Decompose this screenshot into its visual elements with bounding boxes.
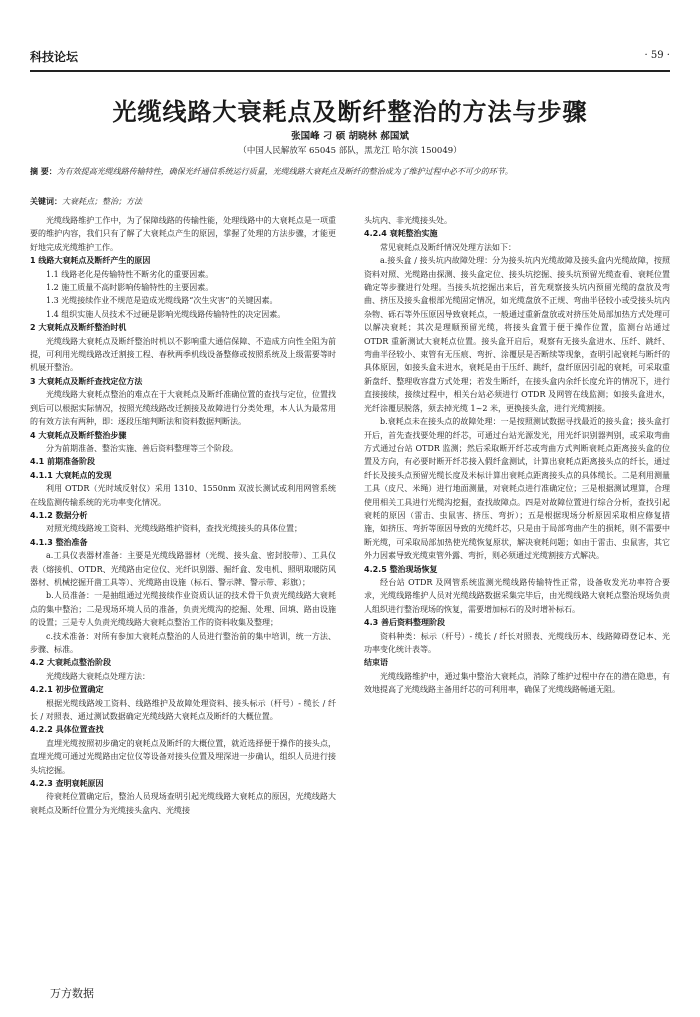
paragraph: 经台站 OTDR 及网管系统监测光缆线路传输特性正常，设备收发光功率符合要求，光缆线路维护人员对光缆线路数据采集完毕后，由光缆线路大衰耗点整治现场负责人组织进行整治现场的恢复，需要增加标石的及时增补标石。 [364, 577, 670, 614]
paragraph: 光缆线路大衰耗点处理方法： [46, 671, 150, 681]
paragraph: 待衰耗位置确定后，整治人员现场查明引起光缆线路大衰耗点的原因，光缆线路大衰耗点及断纤位置分为光缆接头盒内、光缆接 [30, 792, 336, 815]
keywords [30, 196, 670, 207]
paragraph: b.人员准备：一是抽组通过光缆接续作业资质认证的技术骨干负责光缆线路大衰耗点的集中整治；二是现场环境人员的准备，负责光缆沟的挖掘、处理、回填、路由设施的设置；三是专人负责光缆线路大衰耗点整治工作的资料收集及整理； [30, 591, 336, 628]
section-heading: 3 大衰耗点及断纤查找定位方法 [30, 376, 143, 386]
subsection-heading: 结束语 [364, 658, 388, 668]
article-title: 光缆线路大衰耗点及断纤整治的方法与步骤 [112, 97, 588, 126]
subsection-heading: 4.3 善后资料整理阶段 [364, 618, 445, 628]
section-heading: 1 线路大衰耗点及断纤产生的原因 [30, 256, 151, 266]
paragraph: 利用 OTDR（光时域反射仪）采用 1310、1550nm 双波长测试或利用网管系统在线监测传输系统的光功率变化情况。 [30, 484, 336, 507]
paragraph: 光缆线路维护中，通过集中整治大衰耗点，消除了维护过程中存在的潜在隐患，有效地提高了光缆线路主备用纤芯的可利用率，确保了光缆线路畅通无阻。 [364, 671, 670, 695]
subsection-heading: 4.1.1 大衰耗点的发现 [30, 470, 112, 480]
subsection-heading: 4.1.3 整治准备 [30, 537, 88, 547]
right-column [364, 214, 670, 697]
paragraph: 对照光缆线路竣工资料、光缆线路维护资料，查找光缆接头的具体位置； [46, 524, 302, 534]
subsection-heading: 4.2 大衰耗点整治阶段 [30, 658, 111, 668]
subsection-heading: 4.2.1 初步位置确定 [30, 685, 104, 695]
paragraph: 常见衰耗点及断纤情况处理方法如下： [380, 242, 516, 252]
paragraph: a.接头盒 / 接头坑内故障处理：分为接头坑内光缆故障及接头盒内光缆故障，按照资料对照、光缆路由探测、接头盒定位、接头坑挖掘、接头坑预留光缆查看、衰耗位置确定等步骤进行处理。当接头坑挖掘出来后，首先观察接头坑内预留光缆的盘放及弯曲、挤压及接头盒根部光缆固定情况，如光缆盘放不正规、弯曲半径较小或受接头坑内杂物、砾石等外压原因导致衰耗点，一般通过重新盘放或对挤压处局部加热方式处理可以解决衰耗；其次是理顺预留光缆，将接头盒置于便于操作位置，监测台站通过 OTDR 重新测试大衰耗点位置。接头盒开启后，观察有无接头盒进水、压纤、跳纤、弯曲半径较小、束管有无压痕、弯折、涂覆层是否断续等现象，查明引起衰耗与断纤的具体原因，如接头盒未进水，衰耗是由于压纤、跳纤，盘纤原因引起的衰耗，可采取重新盘纤、整理收容盘方式处理；若发生断纤，在接头盒内余纤长度允许的情况下，进行直接接续，接续过程中，相关台站必须进行 OTDR 及网管在线监测；如接头盒进水，光纤涂覆层脱落，须去掉光缆 1~2 米，更换接头盒，进行光缆割接。 [364, 256, 670, 413]
page-header [30, 46, 670, 68]
page-number: · 59 · [644, 50, 670, 61]
subsection-heading: 4.2.5 整治现场恢复 [364, 564, 438, 574]
paragraph: 1.1 线路老化是传输特性不断劣化的重要因素。 [46, 269, 214, 279]
paragraph: 光缆线路大衰耗点整治的难点在于大衰耗点及断纤准确位置的查找与定位，位置找到后可以根据实际情况，按照光缆线路改迁割接及故障进行分类处理，本人认为最常用的有效方法有两种，即：逐段压缩判断法和资料数据判断法。 [30, 390, 336, 427]
paragraph: b.衰耗点未在接头点的故障处理：一是按照测试数据寻找最近的接头盒；接头盒打开后，首先查找要处理的纤芯，可通过台站光源发光，用光纤识别器判别，或采取弯曲方式通过台站 OTDR 监测；然后采取断开纤芯或弯曲方式判断衰耗点距离接头盒的位置及方向，有必要时断开纤芯接入假纤盒测试，计算出衰耗点距离接头点的纤长，通过纤长及接头点预留光缆长度及米标计算出衰耗点距离接头点的具体缆长。二是利用测量工具（皮尺、米绳）进行地面测量，对衰耗点进行准确定位；三是根据测试理算，合理使用相关工具进行光缆沟挖掘，查找故障点。四是对故障位置进行综合分析，查找引起衰耗的原因（雷击、虫鼠害、挤压、弯折）；五是根据现场分析原因采取相应修复措施，如挤压、弯折等原因导致的光缆纤芯，只是由于局部弯曲产生的损耗，则不需要中断光缆，可采取局部加热使光缆恢复原状，解决衰耗问题；如由于雷击、虫鼠害，其它外力因素导致光缆束管外露、弯折，则必须通过光缆割接方式解决。 [364, 417, 670, 561]
abstract-label: 摘 要： [30, 166, 57, 176]
subsection-heading: 4.2.3 查明衰耗原因 [30, 779, 104, 789]
section-label: 科技论坛 [30, 50, 79, 64]
paragraph: 头坑内、非光缆接头处。 [364, 216, 452, 225]
keywords-text: 大衰耗点；整治；方法 [62, 197, 142, 206]
section-heading: 4 大衰耗点及断纤整治步骤 [30, 430, 127, 440]
left-column [30, 214, 336, 817]
paragraph: 光缆线路维护工作中，为了保障线路的传输性能，处理线路中的大衰耗点是一项重要的维护内容，我们只有了解了大衰耗点产生的原因，掌握了处理的方法步骤，才能更好地完成光缆维护工作。 [30, 216, 336, 252]
author-list: 张国峰 刁 硕 胡晓林 郝国斌 [291, 131, 409, 142]
paragraph: c.技术准备：对所有参加大衰耗点整治的人员进行整治前的集中培训，统一方法、步骤、标准。 [30, 631, 336, 654]
paragraph: 根据光缆线路竣工资料、线路维护及故障处理资料、接头标示（杆号）- 缆长 / 纤长 / 对照表、通过测试数据确定光缆线路大衰耗点及断纤的大概位置。 [30, 698, 336, 722]
header-rule [30, 70, 670, 72]
subsection-heading: 4.1.2 数据分析 [30, 510, 88, 520]
paragraph: 1.2 施工质量不高时影响传输特性的主要因素。 [46, 283, 214, 293]
keywords-label: 关键词： [30, 196, 62, 206]
abstract [30, 164, 670, 179]
affiliation: （中国人民解放军 65045 部队，黑龙江 哈尔滨 150049） [238, 146, 462, 156]
paragraph: 资料种类：标示（杆号）- 缆长 / 纤长对照表、光缆线历本、线路障碍登记本、光功率变化统计表等。 [364, 631, 670, 654]
subsection-heading: 4.2.2 具体位置查找 [30, 725, 104, 735]
paragraph: a.工具仪表器材准备：主要是光缆线路器材（光缆、接头盒、密封胶带）、工具仪表（熔接机、OTDR、光缆路由定位仪、光纤识别器、掘纤盒、发电机、照明取暖防风器材、机械挖掘开凿工具等）、光缆路由设施（标石、警示牌、警示带、彩旗）； [30, 551, 336, 587]
paragraph: 直埋光缆按照初步确定的衰耗点及断纤的大概位置，就近选择便于操作的接头点，直埋光缆可通过光缆路由定位仪等设备对接头位置及埋深进一步确认，组织人员进行接头坑挖掘。 [30, 738, 336, 775]
subsection-heading: 4.1 前期准备阶段 [30, 457, 95, 467]
paragraph: 1.4 组织实施人员技术不过硬是影响光缆线路传输特性的决定因素。 [46, 309, 286, 319]
paragraph: 1.3 光缆接续作业不规范是造成光缆线路“次生灾害”的关键因素。 [46, 296, 278, 306]
abstract-text: 为有效提高光缆线路传输特性，确保光纤通信系统运行质量，光缆线路大衰耗点及断纤的整治成为了维护过程中必不可少的环节。 [56, 167, 513, 176]
paragraph: 分为前期准备、整治实施、善后资料整理等三个阶段。 [46, 443, 238, 453]
section-heading: 2 大衰耗点及断纤整治时机 [30, 323, 127, 333]
subsection-heading: 4.2.4 衰耗整治实施 [364, 229, 438, 239]
paragraph: 光缆线路大衰耗点及断纤整治时机以不影响重大通信保障、不造成方向性全阻为前提，可利用光缆线路改迁割接工程、春秋两季机线设备整修或按照系统及上级需要等时机展开整治。 [30, 336, 336, 373]
footer-source: 万方数据 [50, 987, 94, 1000]
